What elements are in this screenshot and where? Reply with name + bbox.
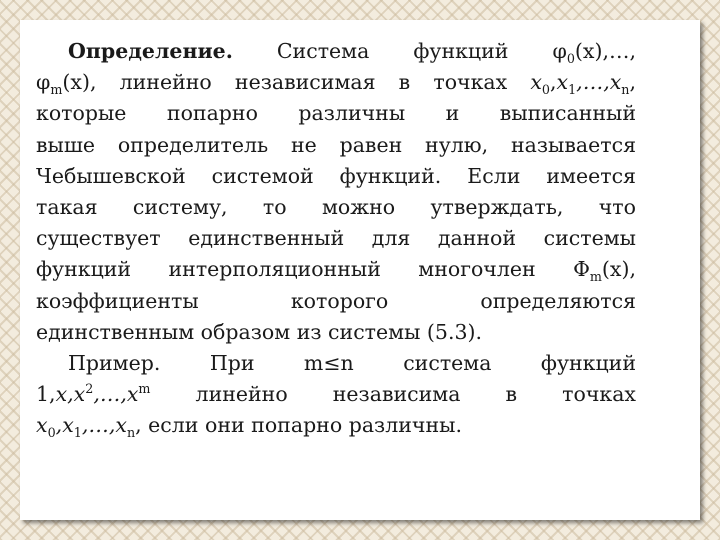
def-line-5: Чебышевской системой функций. Если имеется [36, 163, 636, 188]
def-text: , [629, 70, 636, 95]
definition-label: Определение. [68, 39, 233, 63]
def-text: (x), линейно независимая в точках [62, 70, 531, 95]
def-line-7: существует единственный для данной системы [36, 226, 636, 251]
subscript: 0 [566, 51, 575, 67]
definition-paragraph [36, 36, 636, 348]
subscript: m [589, 269, 602, 285]
ex-line-3 [36, 410, 636, 441]
def-line-1 [36, 36, 636, 67]
subscript: n [621, 82, 630, 98]
ex-text: , [55, 413, 63, 438]
ex-text: 1, [36, 382, 56, 407]
subscript: m [50, 82, 63, 98]
ex-text: , если они попарно различны. [135, 413, 462, 438]
ex-text: линейно независима в точках [150, 382, 636, 407]
ex-line-1: Пример. При m≤n система функций [68, 351, 636, 376]
ex-text: ,…, [81, 413, 116, 438]
math-var: x [62, 413, 74, 438]
def-line-8 [36, 254, 636, 285]
subscript: 1 [73, 425, 82, 441]
def-line-6: такая систему, то можно утверждать, что [36, 195, 636, 220]
def-text: (x), [601, 257, 636, 282]
def-line-9: коэффициенты которого определяются [36, 288, 636, 313]
math-var: x [36, 413, 48, 438]
ex-text: ,…, [93, 382, 127, 407]
ex-line-2 [36, 379, 636, 410]
slide-text [36, 36, 636, 442]
def-line-10: единственным образом из системы (5.3). [36, 319, 483, 344]
def-text: ,…, [576, 70, 610, 95]
def-line-4: выше определитель не равен нулю, называется [36, 132, 636, 157]
def-text: (x),…, [574, 39, 636, 63]
subscript: 0 [47, 425, 56, 441]
math-var: x [556, 70, 569, 95]
math-var: x [115, 413, 127, 438]
subscript: 0 [541, 82, 550, 98]
def-line-3: которые попарно различны и выписанный [36, 101, 636, 126]
def-text: Система функций φ [276, 39, 567, 63]
superscript: 2 [85, 381, 94, 397]
superscript: m [138, 381, 151, 397]
math-var: x [55, 382, 68, 407]
math-var: x [609, 70, 622, 95]
math-var: x [126, 382, 139, 407]
def-text: функций интерполяционный многочлен Φ [36, 257, 590, 282]
subscript: 1 [568, 82, 577, 98]
def-line-2 [36, 67, 636, 98]
subscript: n [126, 425, 136, 441]
example-paragraph [36, 348, 636, 442]
math-var: x [73, 382, 86, 407]
ex-text: , [67, 382, 74, 407]
math-var: x [530, 70, 542, 95]
def-text: , [549, 70, 557, 95]
def-text: φ [36, 70, 51, 95]
